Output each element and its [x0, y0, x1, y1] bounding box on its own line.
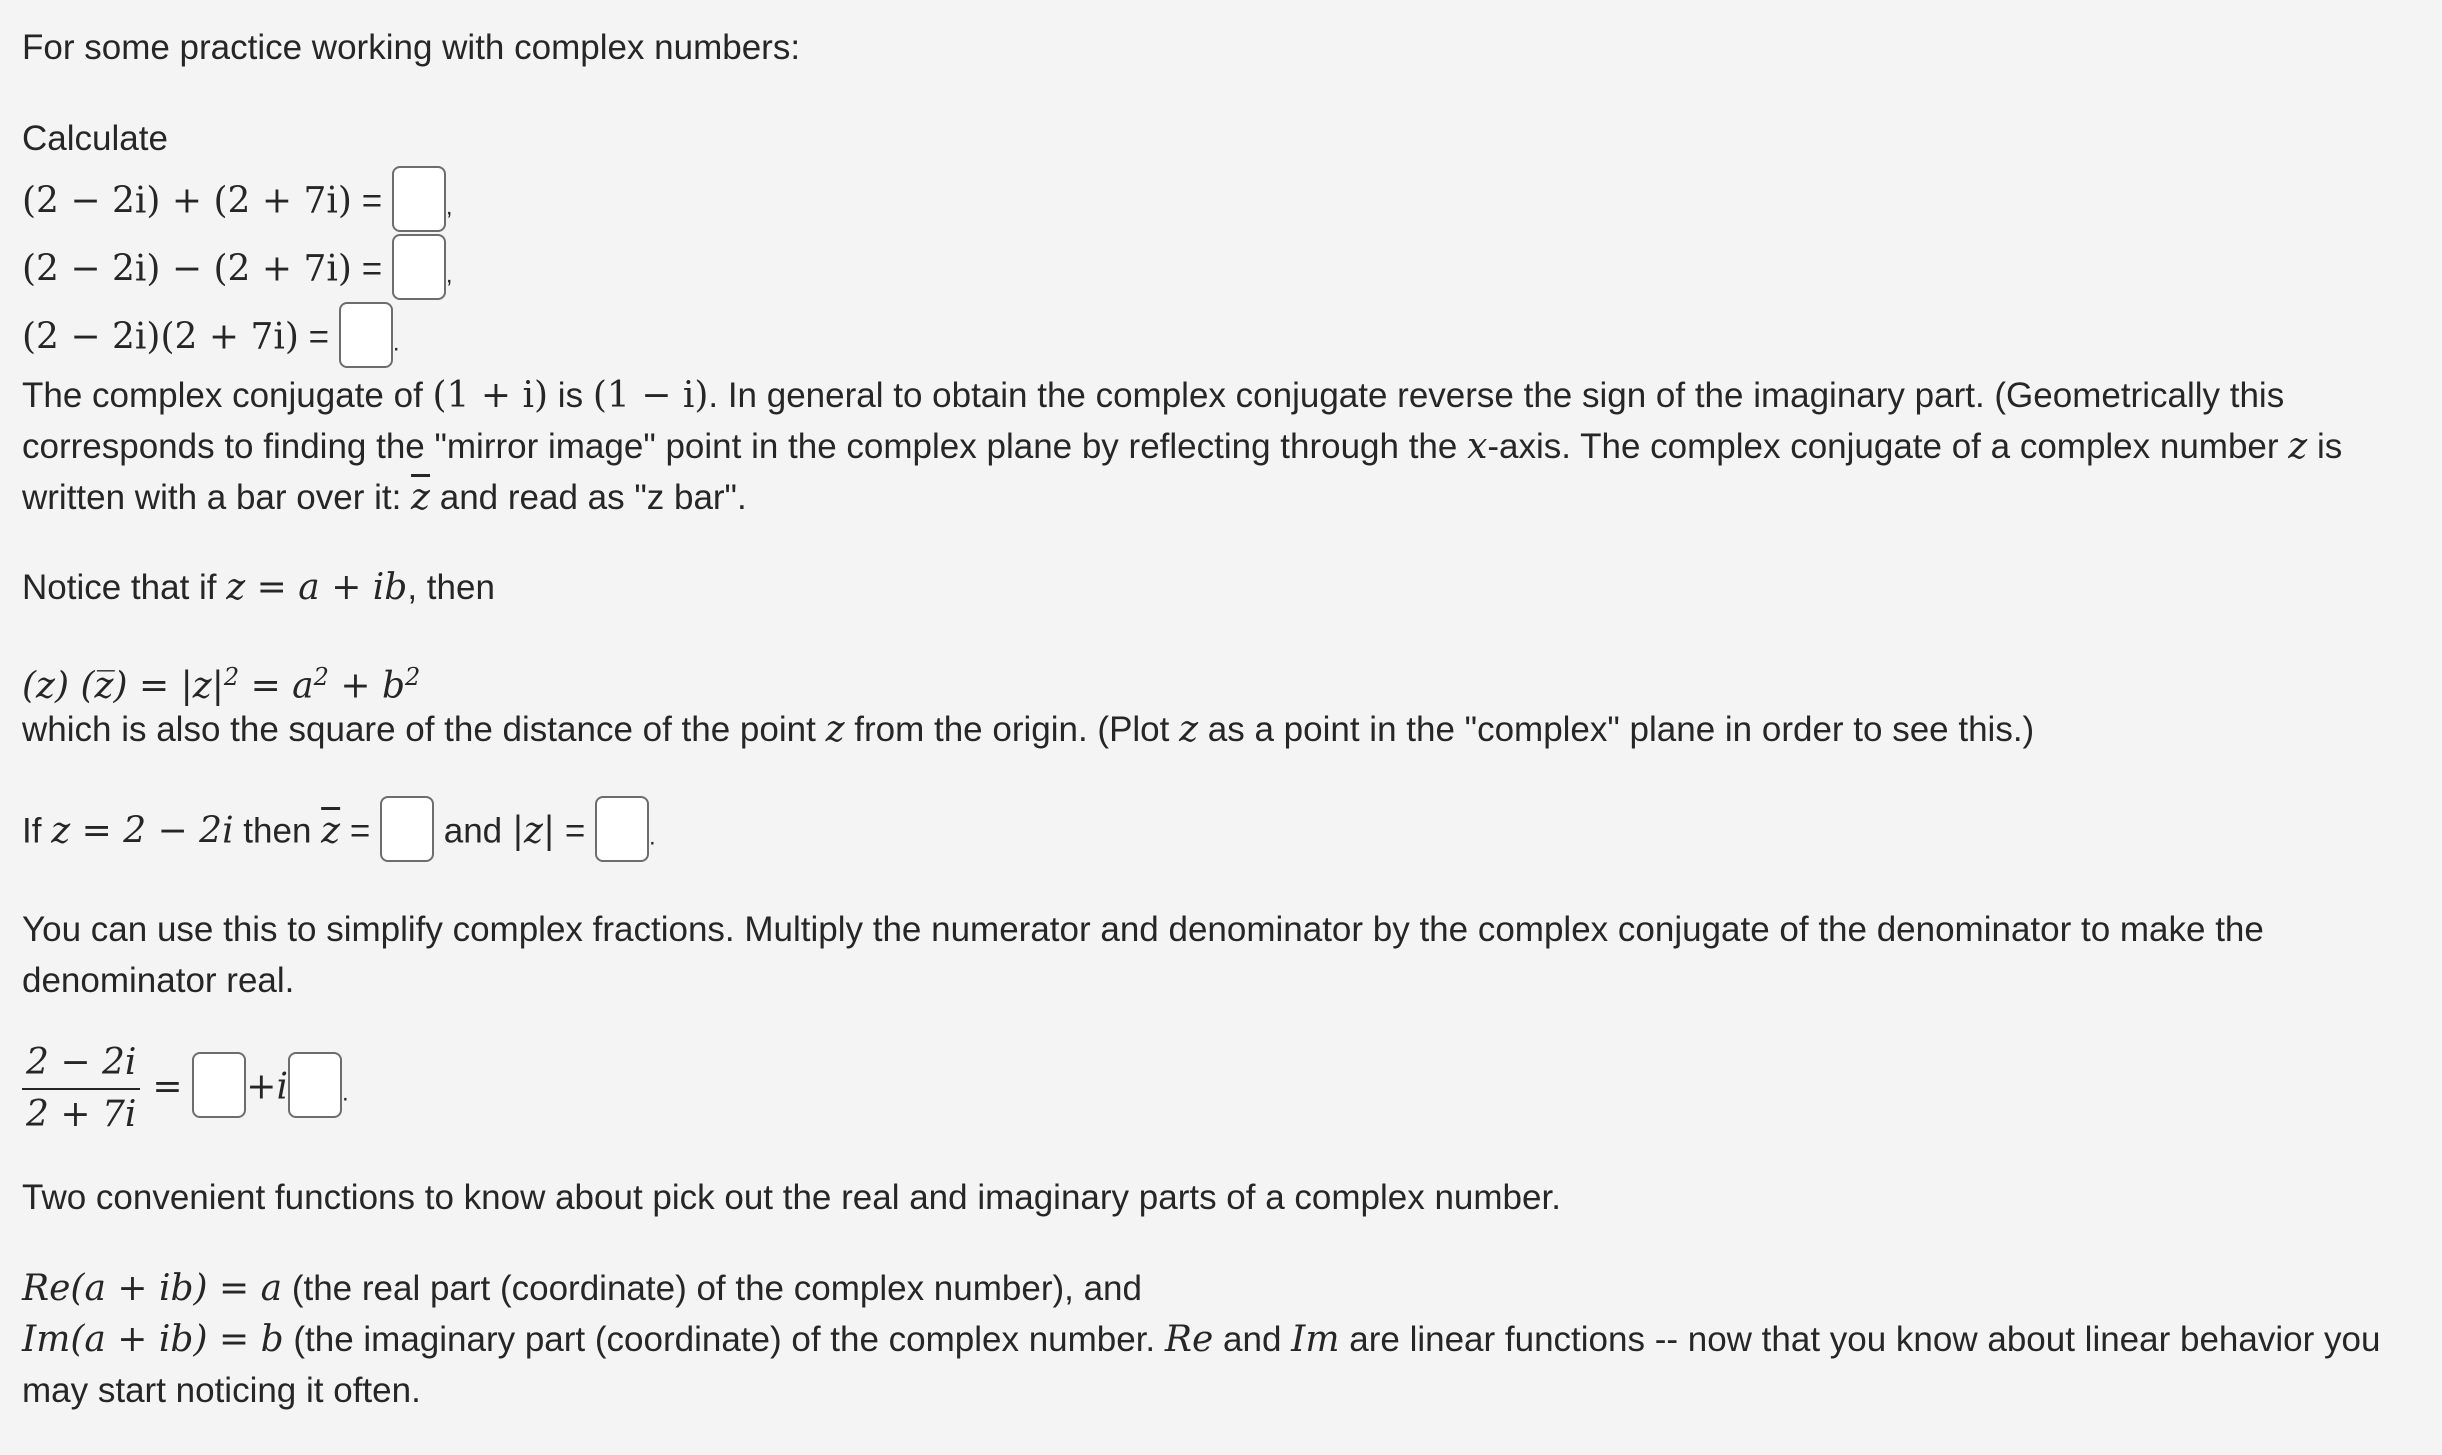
difference-equals: =: [361, 249, 383, 289]
im-math-1: Im(a + ib) = b: [22, 1319, 284, 1360]
sum-answer-input[interactable]: [392, 166, 446, 232]
difference-answer-input[interactable]: [392, 234, 446, 300]
identity-exp: 2: [223, 663, 240, 691]
conjugate-answer-input[interactable]: [380, 796, 434, 862]
conjugate-math-5: $\overline{z}$: [411, 477, 431, 518]
product-row: [22, 306, 2417, 372]
fraction-equals: =: [152, 1066, 183, 1108]
product-equals: =: [308, 317, 330, 357]
if-math-2: $\overline{z}$: [321, 810, 341, 852]
im-text-2: and: [1213, 1320, 1292, 1359]
real-part-input[interactable]: [192, 1052, 246, 1118]
modulus-answer-input[interactable]: [595, 796, 649, 862]
fractions-text: You can use this to simplify complex fractions. Multiply the numerator and denominator by the complex conjugate of the denominator to make the denominator real.: [22, 910, 2264, 1000]
product-expression: (2 − 2i)(2 + 7i): [22, 316, 299, 358]
re-line: [22, 1263, 2417, 1314]
conjugate-text-2: is: [548, 376, 593, 415]
functions-intro-text: Two convenient functions to know about pick out the real and imaginary parts of a complex number.: [22, 1178, 1561, 1217]
distance-line: [22, 704, 2417, 755]
difference-row: [22, 238, 2417, 304]
if-math-3: |z|: [511, 810, 556, 852]
conjugate-math-3: x: [1467, 426, 1488, 467]
if-text-1: If: [22, 811, 52, 851]
conjugate-math-2: (1 − i): [592, 375, 709, 416]
re-text: (the real part (coordinate) of the complex number), and: [282, 1269, 1142, 1308]
if-line: [22, 800, 2417, 866]
identity-mid: = a: [239, 665, 314, 707]
im-text-1: (the imaginary part (coordinate) of the complex number.: [283, 1320, 1165, 1359]
sum-equals: =: [361, 181, 383, 221]
notice-math: z = a + ib: [226, 567, 408, 608]
conjugate-paragraph: [22, 370, 2417, 523]
conjugate-text-5: is written with a bar over it:: [22, 427, 2343, 517]
difference-expression: (2 − 2i) − (2 + 7i): [22, 248, 352, 290]
fraction: [22, 1038, 140, 1140]
distance-text-3: as a point in the "complex" plane in order to see this.): [1198, 710, 2035, 749]
im-math-2: Re: [1164, 1319, 1214, 1360]
fraction-row: [22, 1038, 2417, 1140]
im-line: [22, 1314, 2417, 1416]
intro-label: For some practice working with complex numbers:: [22, 28, 801, 67]
sum-punct: ,: [445, 193, 453, 221]
fraction-numerator: 2 − 2i: [22, 1038, 140, 1090]
conjugate-text-1: The complex conjugate of: [22, 376, 433, 415]
imaginary-part-input[interactable]: [288, 1052, 342, 1118]
calculate-label: [22, 113, 2417, 164]
if-punct: .: [649, 823, 656, 851]
identity-line: [22, 652, 2417, 712]
im-text-3: are linear functions -- now that you know about linear behavior you may start noticing it often.: [22, 1320, 2381, 1410]
distance-math-2: z: [1179, 709, 1199, 750]
product-answer-input[interactable]: [339, 302, 393, 368]
if-text-2: then: [233, 811, 322, 851]
calculate-text: Calculate: [22, 119, 168, 158]
im-math-3: Im: [1291, 1319, 1340, 1360]
plus-i-label: +i: [246, 1066, 288, 1108]
fraction-punct: .: [341, 1079, 349, 1107]
sum-row: [22, 170, 2417, 236]
identity-lhs: (z) (z̅) = |z|: [22, 665, 224, 707]
difference-punct: ,: [445, 261, 453, 289]
if-text-5: =: [555, 811, 595, 851]
conjugate-text-3: . In general to obtain the complex conjugate reverse the sign of the imaginary part. (Geometrically this corresponds to finding the "mirror image" point in the complex plane by reflecting through the: [22, 376, 2285, 466]
distance-math-1: z: [825, 709, 845, 750]
if-math-1: z = 2 − 2i: [51, 810, 234, 852]
notice-text-2: , then: [407, 568, 495, 607]
conjugate-math-4: z: [2288, 426, 2308, 467]
conjugate-text-6: and read as "z bar".: [430, 478, 747, 517]
conjugate-math-1: (1 + i): [432, 375, 549, 416]
if-text-3: =: [340, 811, 381, 851]
identity-exp3: 2: [405, 663, 421, 691]
notice-line: [22, 562, 2417, 613]
identity-end: + b: [328, 665, 406, 707]
functions-intro: [22, 1172, 2417, 1223]
identity-exp2: 2: [313, 663, 329, 691]
product-punct: .: [392, 329, 400, 357]
distance-text-1: which is also the square of the distance of the point: [22, 710, 826, 749]
re-math: Re(a + ib) = a: [22, 1268, 283, 1309]
sum-expression: (2 − 2i) + (2 + 7i): [22, 180, 352, 222]
intro-text: [22, 22, 2417, 73]
fraction-denominator: 2 + 7i: [26, 1094, 137, 1135]
fractions-paragraph: [22, 904, 2417, 1006]
conjugate-text-4: -axis. The complex conjugate of a complex number: [1487, 427, 2289, 466]
distance-text-2: from the origin. (Plot: [844, 710, 1180, 749]
notice-text-1: Notice that if: [22, 568, 227, 607]
if-text-4: and: [434, 811, 512, 851]
